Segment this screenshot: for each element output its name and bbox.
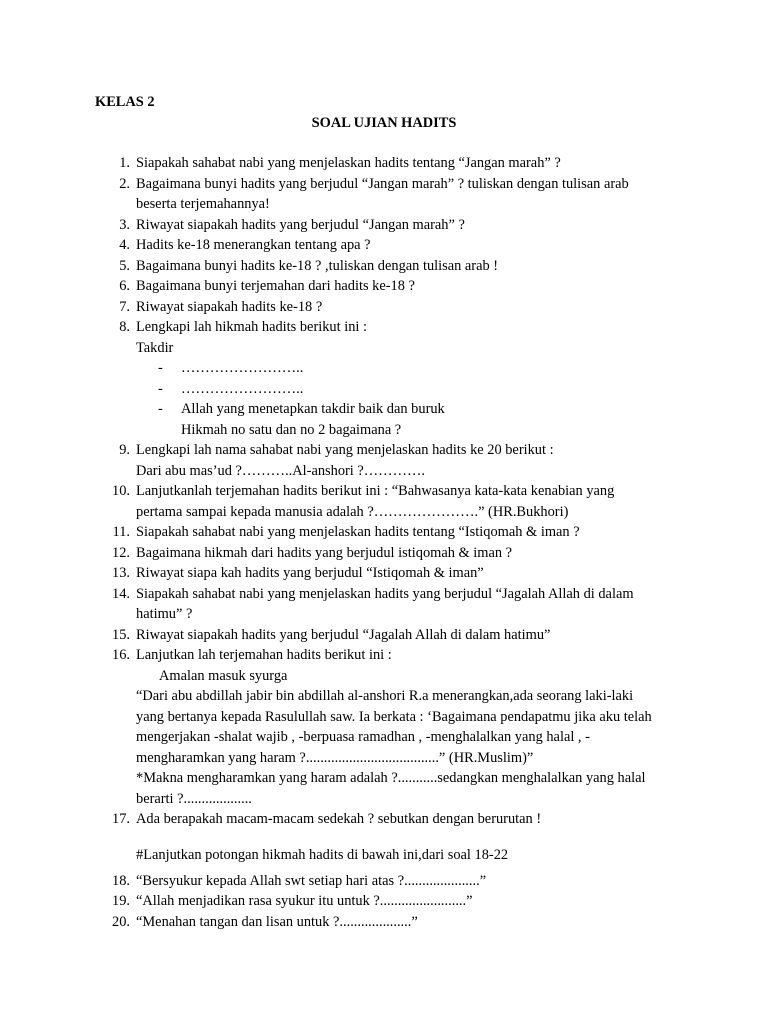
question-number: 2. — [119, 175, 130, 192]
dash-item-text: …………………….. — [181, 380, 304, 397]
question-16-body-line: mengharamkan yang haram ?.....................................” (HR.Muslim)” — [136, 749, 534, 766]
question-text: Bagaimana bunyi terjemahan dari hadits ke-18 ? — [136, 278, 415, 294]
question-13 — [0, 563, 768, 584]
question-11 — [0, 522, 768, 543]
question-text: Bagaimana hikmah dari hadits yang berjudul istiqomah & iman ? — [136, 544, 513, 561]
question-2 — [0, 174, 768, 195]
question-text: Riwayat siapa kah hadits yang berjudul “Istiqomah & iman” — [136, 565, 484, 581]
question-16-body-line: *Makna mengharamkan yang haram adalah ?...........sedangkan menghalalkan yang halal — [136, 770, 646, 786]
question-text: Bagaimana bunyi hadits yang berjudul “Jangan marah” ? tuliskan dengan tulisan arab — [136, 175, 629, 192]
question-text: Lanjutkan lah terjemahan hadits berikut ini : — [136, 647, 392, 663]
question-5 — [0, 256, 768, 277]
question-text: Bagaimana bunyi hadits ke-18 ? ,tuliskan dengan tulisan arab ! — [136, 257, 499, 274]
question-number: 20. — [112, 913, 130, 930]
section-instruction: #Lanjutkan potongan hikmah hadits di bawah ini,dari soal 18-22 — [136, 847, 509, 863]
question-8 — [0, 317, 768, 338]
question-text: Siapakah sahabat nabi yang menjelaskan hadits tentang “Jangan marah” ? — [136, 155, 561, 171]
question-number: 16. — [112, 647, 130, 663]
dash-bullet: - — [158, 380, 163, 397]
question-16 — [0, 645, 768, 666]
question-12 — [0, 543, 768, 564]
question-14-continuation: hatimu” ? — [136, 606, 193, 622]
class-label: KELAS 2 — [95, 94, 155, 110]
dash-item-2 — [0, 379, 768, 400]
question-number: 6. — [119, 278, 130, 294]
question-2-continuation: beserta terjemahannya! — [136, 196, 270, 212]
question-text: Lanjutkanlah terjemahan hadits berikut ini : “Bahwasanya kata-kata kenabian yang — [136, 483, 615, 499]
question-9-continuation: Dari abu mas’ud ?………..Al-anshori ?…………. — [136, 462, 425, 479]
question-number: 1. — [119, 155, 130, 171]
question-8-note: Hikmah no satu dan no 2 bagaimana ? — [181, 421, 402, 438]
dash-item-3 — [0, 399, 768, 420]
question-number: 10. — [112, 483, 130, 499]
question-18 — [0, 871, 768, 892]
question-list — [0, 153, 768, 932]
question-text: Hadits ke-18 menerangkan tentang apa ? — [136, 237, 371, 253]
question-16-body-line: yang bertanya kepada Rasulullah saw. Ia berkata : ‘Bagaimana pendapatmu jika aku telah — [136, 708, 652, 725]
question-16-body-line: mengerjakan -shalat wajib , -berpuasa ramadhan , -menghalalkan yang halal , - — [136, 729, 590, 745]
question-text: Siapakah sahabat nabi yang menjelaskan hadits yang berjudul “Jagalah Allah di dalam — [136, 585, 634, 602]
question-10 — [0, 481, 768, 502]
question-3 — [0, 215, 768, 236]
question-4 — [0, 235, 768, 256]
question-1 — [0, 153, 768, 174]
question-text: “Menahan tangan dan lisan untuk ?....................” — [136, 913, 418, 930]
dash-bullet: - — [158, 401, 163, 417]
question-16-body-line: berarti ?................... — [136, 790, 252, 807]
question-number: 13. — [112, 565, 130, 581]
question-number: 9. — [119, 442, 130, 458]
dash-item-text: Allah yang menetapkan takdir baik dan buruk — [181, 401, 445, 417]
question-20 — [0, 912, 768, 933]
question-number: 19. — [112, 893, 130, 909]
question-text: Ada berapakah macam-macam sedekah ? sebutkan dengan berurutan ! — [136, 811, 542, 827]
question-14 — [0, 584, 768, 605]
question-number: 15. — [112, 626, 130, 643]
question-text: Lengkapi lah nama sahabat nabi yang menjelaskan hadits ke 20 berikut : — [136, 442, 554, 458]
question-number: 12. — [112, 544, 130, 561]
question-8-takdir: Takdir — [136, 339, 174, 356]
question-16-body-line: “Dari abu abdillah jabir bin abdillah al-anshori R.a menerangkan,ada seorang laki-laki — [136, 688, 634, 704]
question-text: “Allah menjadikan rasa syukur itu untuk ?........................” — [136, 893, 473, 909]
question-9 — [0, 440, 768, 461]
question-number: 11. — [112, 524, 130, 540]
question-16-subtitle: Amalan masuk syurga — [159, 667, 288, 684]
question-number: 5. — [119, 257, 130, 274]
question-number: 4. — [119, 237, 130, 253]
dash-item-1 — [0, 358, 768, 379]
question-text: Riwayat siapakah hadits yang berjudul “Jangan marah” ? — [136, 216, 465, 233]
question-15 — [0, 625, 768, 646]
question-10-continuation: pertama sampai kepada manusia adalah ?………………….” (HR.Bukhori) — [136, 503, 569, 520]
question-text: Siapakah sahabat nabi yang menjelaskan hadits tentang “Istiqomah & iman ? — [136, 524, 580, 540]
question-text: Riwayat siapakah hadits ke-18 ? — [136, 298, 323, 315]
question-text: “Bersyukur kepada Allah swt setiap hari atas ?.....................” — [136, 872, 487, 889]
question-number: 14. — [112, 585, 130, 602]
dash-bullet: - — [158, 360, 163, 376]
question-number: 3. — [119, 216, 130, 233]
question-text: Riwayat siapakah hadits yang berjudul “Jagalah Allah di dalam hatimu” — [136, 626, 551, 643]
question-7 — [0, 297, 768, 318]
document-title-text: SOAL UJIAN HADITS — [311, 115, 457, 131]
question-19 — [0, 891, 768, 912]
question-text: Lengkapi lah hikmah hadits berikut ini : — [136, 319, 368, 335]
dash-item-text: …………………….. — [181, 360, 304, 376]
question-17 — [0, 809, 768, 830]
document-title — [0, 113, 768, 133]
question-number: 18. — [112, 872, 130, 889]
question-number: 8. — [119, 319, 130, 335]
question-number: 17. — [112, 811, 130, 827]
question-6 — [0, 276, 768, 297]
question-number: 7. — [119, 298, 130, 315]
